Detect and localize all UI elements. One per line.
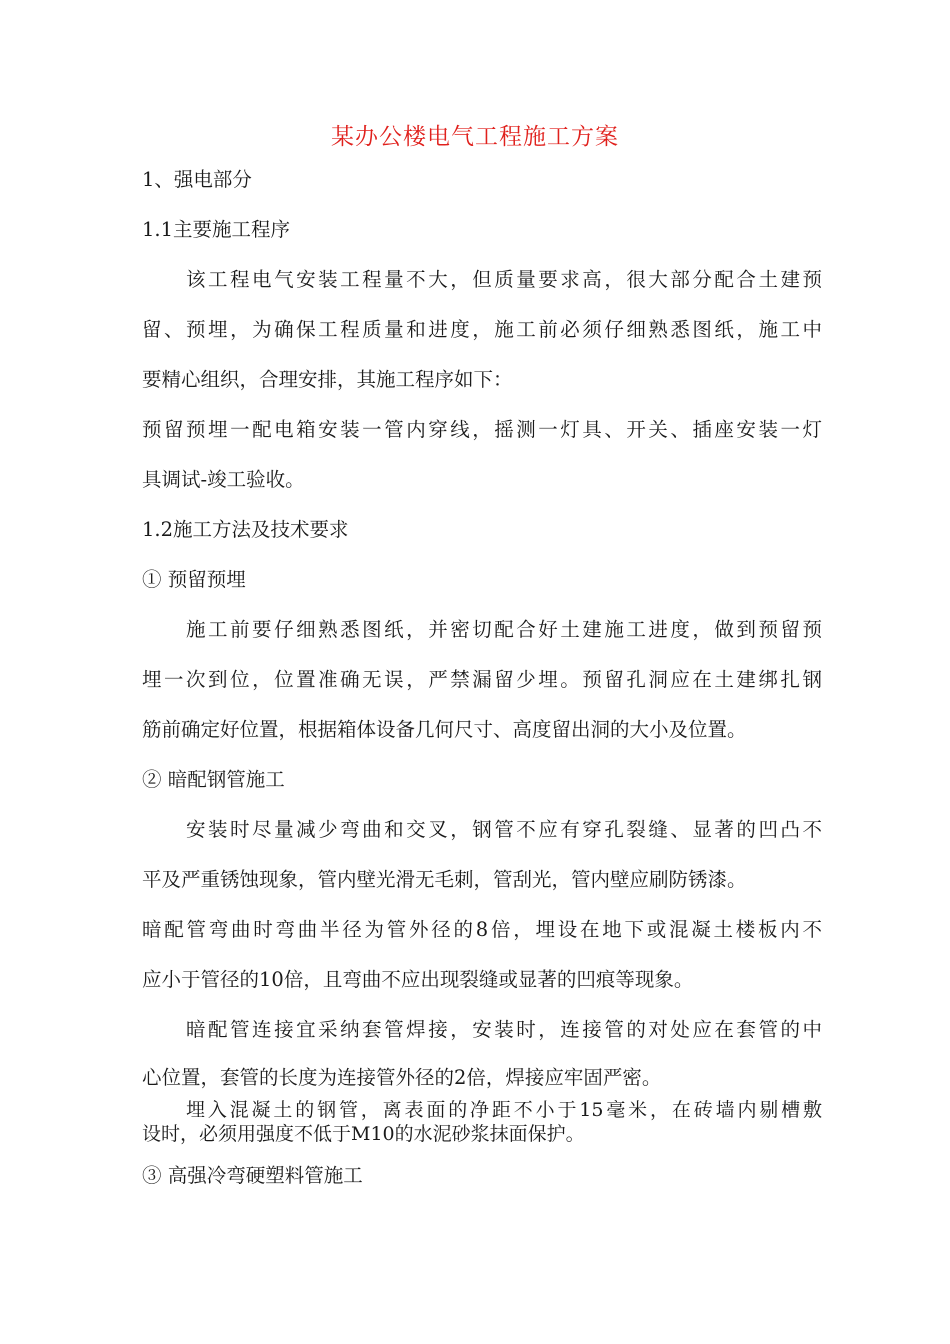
paragraph-line: 该工程电气安装工程量不大，但质量要求高，很大部分配合土建预 <box>186 268 822 291</box>
paragraph-line: 暗配管弯曲时弯曲半径为管外径的8倍，埋设在地下或混凝土楼板内不 <box>142 918 822 941</box>
paragraph-line: 埋入混凝土的钢管，离表面的净距不小于15毫米，在砖墙内剔槽敷 <box>186 1099 822 1121</box>
paragraph-line: 应小于管径的10倍，且弯曲不应出现裂缝或显著的凹痕等现象。 <box>142 968 694 991</box>
paragraph-line: 施工前要仔细熟悉图纸，并密切配合好土建施工进度，做到预留预 <box>186 618 822 641</box>
paragraph-line: 筋前确定好位置，根据箱体设备几何尺寸、高度留出洞的大小及位置。 <box>142 718 747 741</box>
paragraph-line: 埋一次到位，位置准确无误，严禁漏留少埋。预留孔洞应在土建绑扎钢 <box>142 668 822 691</box>
document-title: 某办公楼电气工程施工方案 <box>331 124 619 150</box>
paragraph-line: 安装时尽量减少弯曲和交叉，钢管不应有穿孔裂缝、显著的凹凸不 <box>186 818 822 841</box>
paragraph-line: 要精心组织，合理安排，其施工程序如下： <box>142 368 513 391</box>
paragraph-line: 具调试-竣工验收。 <box>142 468 305 491</box>
item-heading-plastic-conduit: ③ 高强冷弯硬塑料管施工 <box>142 1164 363 1187</box>
paragraph-line: 平及严重锈蚀现象，管内壁光滑无毛刺，管刮光，管内壁应刷防锈漆。 <box>142 868 747 891</box>
paragraph-line: 心位置，套管的长度为连接管外径的2倍，焊接应牢固严密。 <box>142 1066 662 1089</box>
paragraph-line: 设时，必须用强度不低于M10的水泥砂浆抹面保护。 <box>142 1123 585 1145</box>
item-heading-steel-conduit: ② 暗配钢管施工 <box>142 768 285 791</box>
paragraph-line: 暗配管连接宜采纳套管焊接，安装时，连接管的对处应在套管的中 <box>186 1018 822 1041</box>
item-heading-reserved-embedding: ① 预留预埋 <box>142 568 246 591</box>
section-heading-strong-current: 1、强电部分 <box>142 168 252 191</box>
subsection-heading-construction-procedure: 1.1主要施工程序 <box>142 218 291 241</box>
paragraph-line: 预留预埋一配电箱安装一管内穿线，摇测一灯具、开关、插座安装一灯 <box>142 418 822 441</box>
subsection-heading-methods: 1.2施工方法及技术要求 <box>142 518 349 541</box>
paragraph-line: 留、预埋，为确保工程质量和进度，施工前必须仔细熟悉图纸，施工中 <box>142 318 822 341</box>
